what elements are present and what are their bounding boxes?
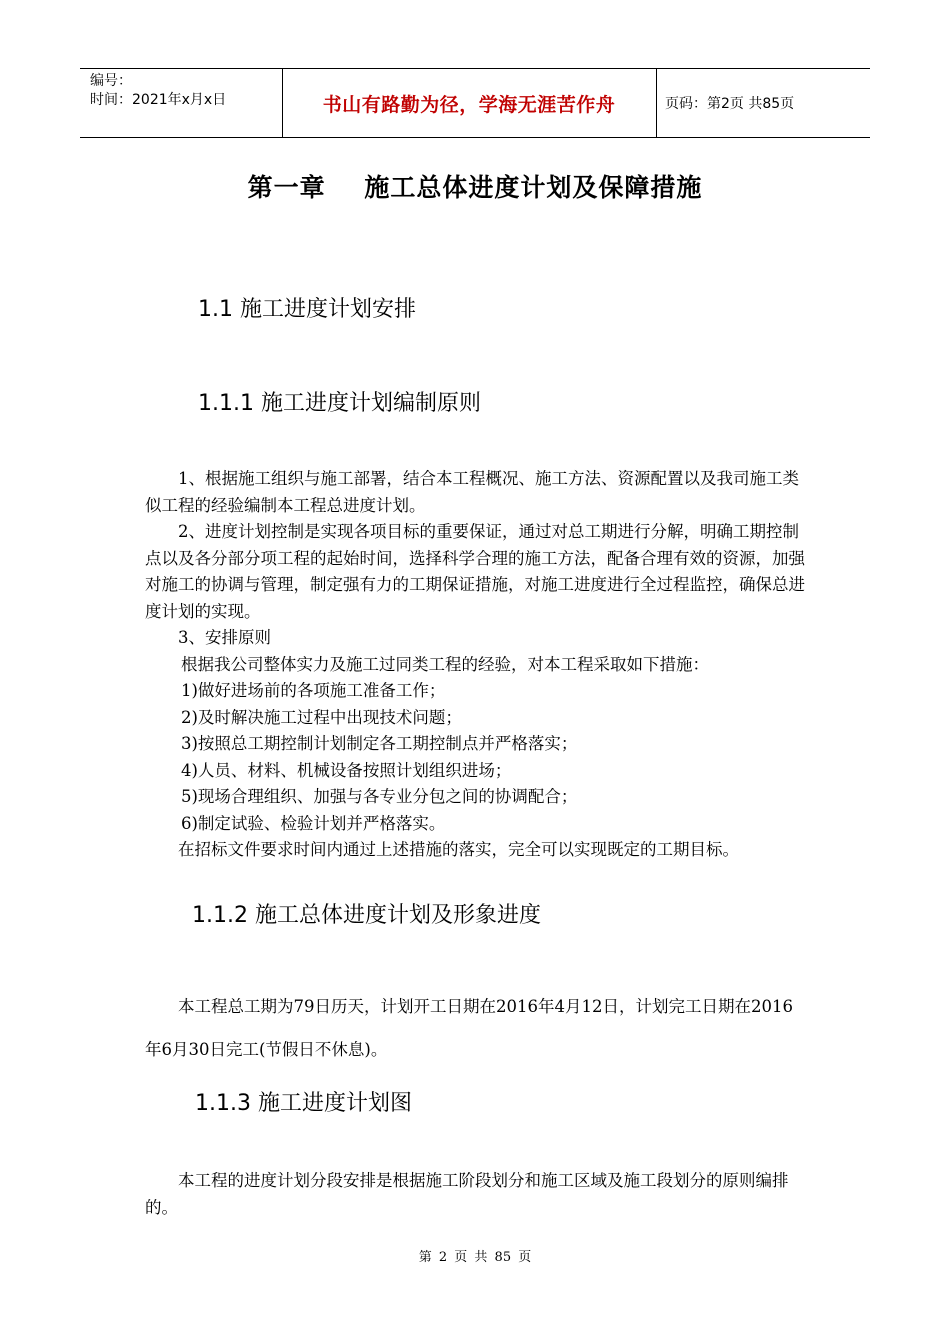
section-heading-1-1-3: 1.1.3 施工进度计划图 (195, 1091, 412, 1116)
number-label: 编号： (90, 73, 132, 89)
list-item: 4)人员、材料、机械设备按照计划组织进场； (181, 760, 512, 780)
header-info (90, 72, 226, 110)
time-label: 时间：2021年x月x日 (90, 92, 227, 108)
list-item: 2)及时解决施工过程中出现技术问题； (181, 707, 462, 727)
list-item: 5)现场合理组织、加强与各专业分包之间的协调配合； (181, 787, 578, 806)
paragraph: 根据我公司整体实力及施工过同类工程的经验，对本工程采取如下措施： (181, 654, 709, 674)
list-item: 1)做好进场前的各项施工准备工作； (181, 681, 446, 700)
list-item: 3)按照总工期控制计划制定各工期控制点并严格落实； (181, 734, 578, 753)
chapter-title: 第一章 施工总体进度计划及保障措施 (247, 173, 703, 202)
list-item: 6)制定试验、检验计划并严格落实。 (181, 813, 446, 833)
section-heading-1-1-1: 1.1.1 施工进度计划编制原则 (198, 391, 481, 416)
plan-body (145, 1168, 807, 1221)
paragraph: 3、安排原则 (178, 628, 271, 647)
paragraph: 本工程总工期为79日历天，计划开工日期在2016年4月12日，计划完工日期在2016年6月30日完工(节假日不休息)。 (145, 997, 793, 1059)
document-header (80, 68, 870, 138)
header-divider (656, 69, 657, 137)
paragraph: 1、根据施工组织与施工部署，结合本工程概况、施工方法、资源配置以及我司施工类似工程的经验编制本工程总进度计划。 (145, 469, 799, 515)
section-heading-1-1-2: 1.1.2 施工总体进度计划及形象进度 (192, 903, 541, 928)
paragraph: 在招标文件要求时间内通过上述措施的落实，完全可以实现既定的工期目标。 (178, 840, 739, 859)
schedule-body (145, 985, 807, 1071)
paragraph: 2、进度计划控制是实现各项目标的重要保证，通过对总工期进行分解，明确工期控制点以及各分部分项工程的起始时间，选择科学合理的施工方法，配备合理有效的资源，加强对施工的协调与管理，制定强有力的工期保证措施，对施工进度进行全过程监控，确保总进度计划的实现。 (145, 522, 805, 621)
principles-body (145, 466, 807, 864)
paragraph: 本工程的进度计划分段安排是根据施工阶段划分和施工区域及施工段划分的原则编排的。 (145, 1171, 789, 1217)
page-footer: 第 2 页 共 85 页 (418, 1250, 532, 1265)
header-motto: 书山有路勤为径，学海无涯苦作舟 (322, 93, 616, 116)
header-page-label: 页码：第2页 共85页 (665, 96, 795, 112)
section-heading-1-1: 1.1 施工进度计划安排 (198, 297, 416, 322)
